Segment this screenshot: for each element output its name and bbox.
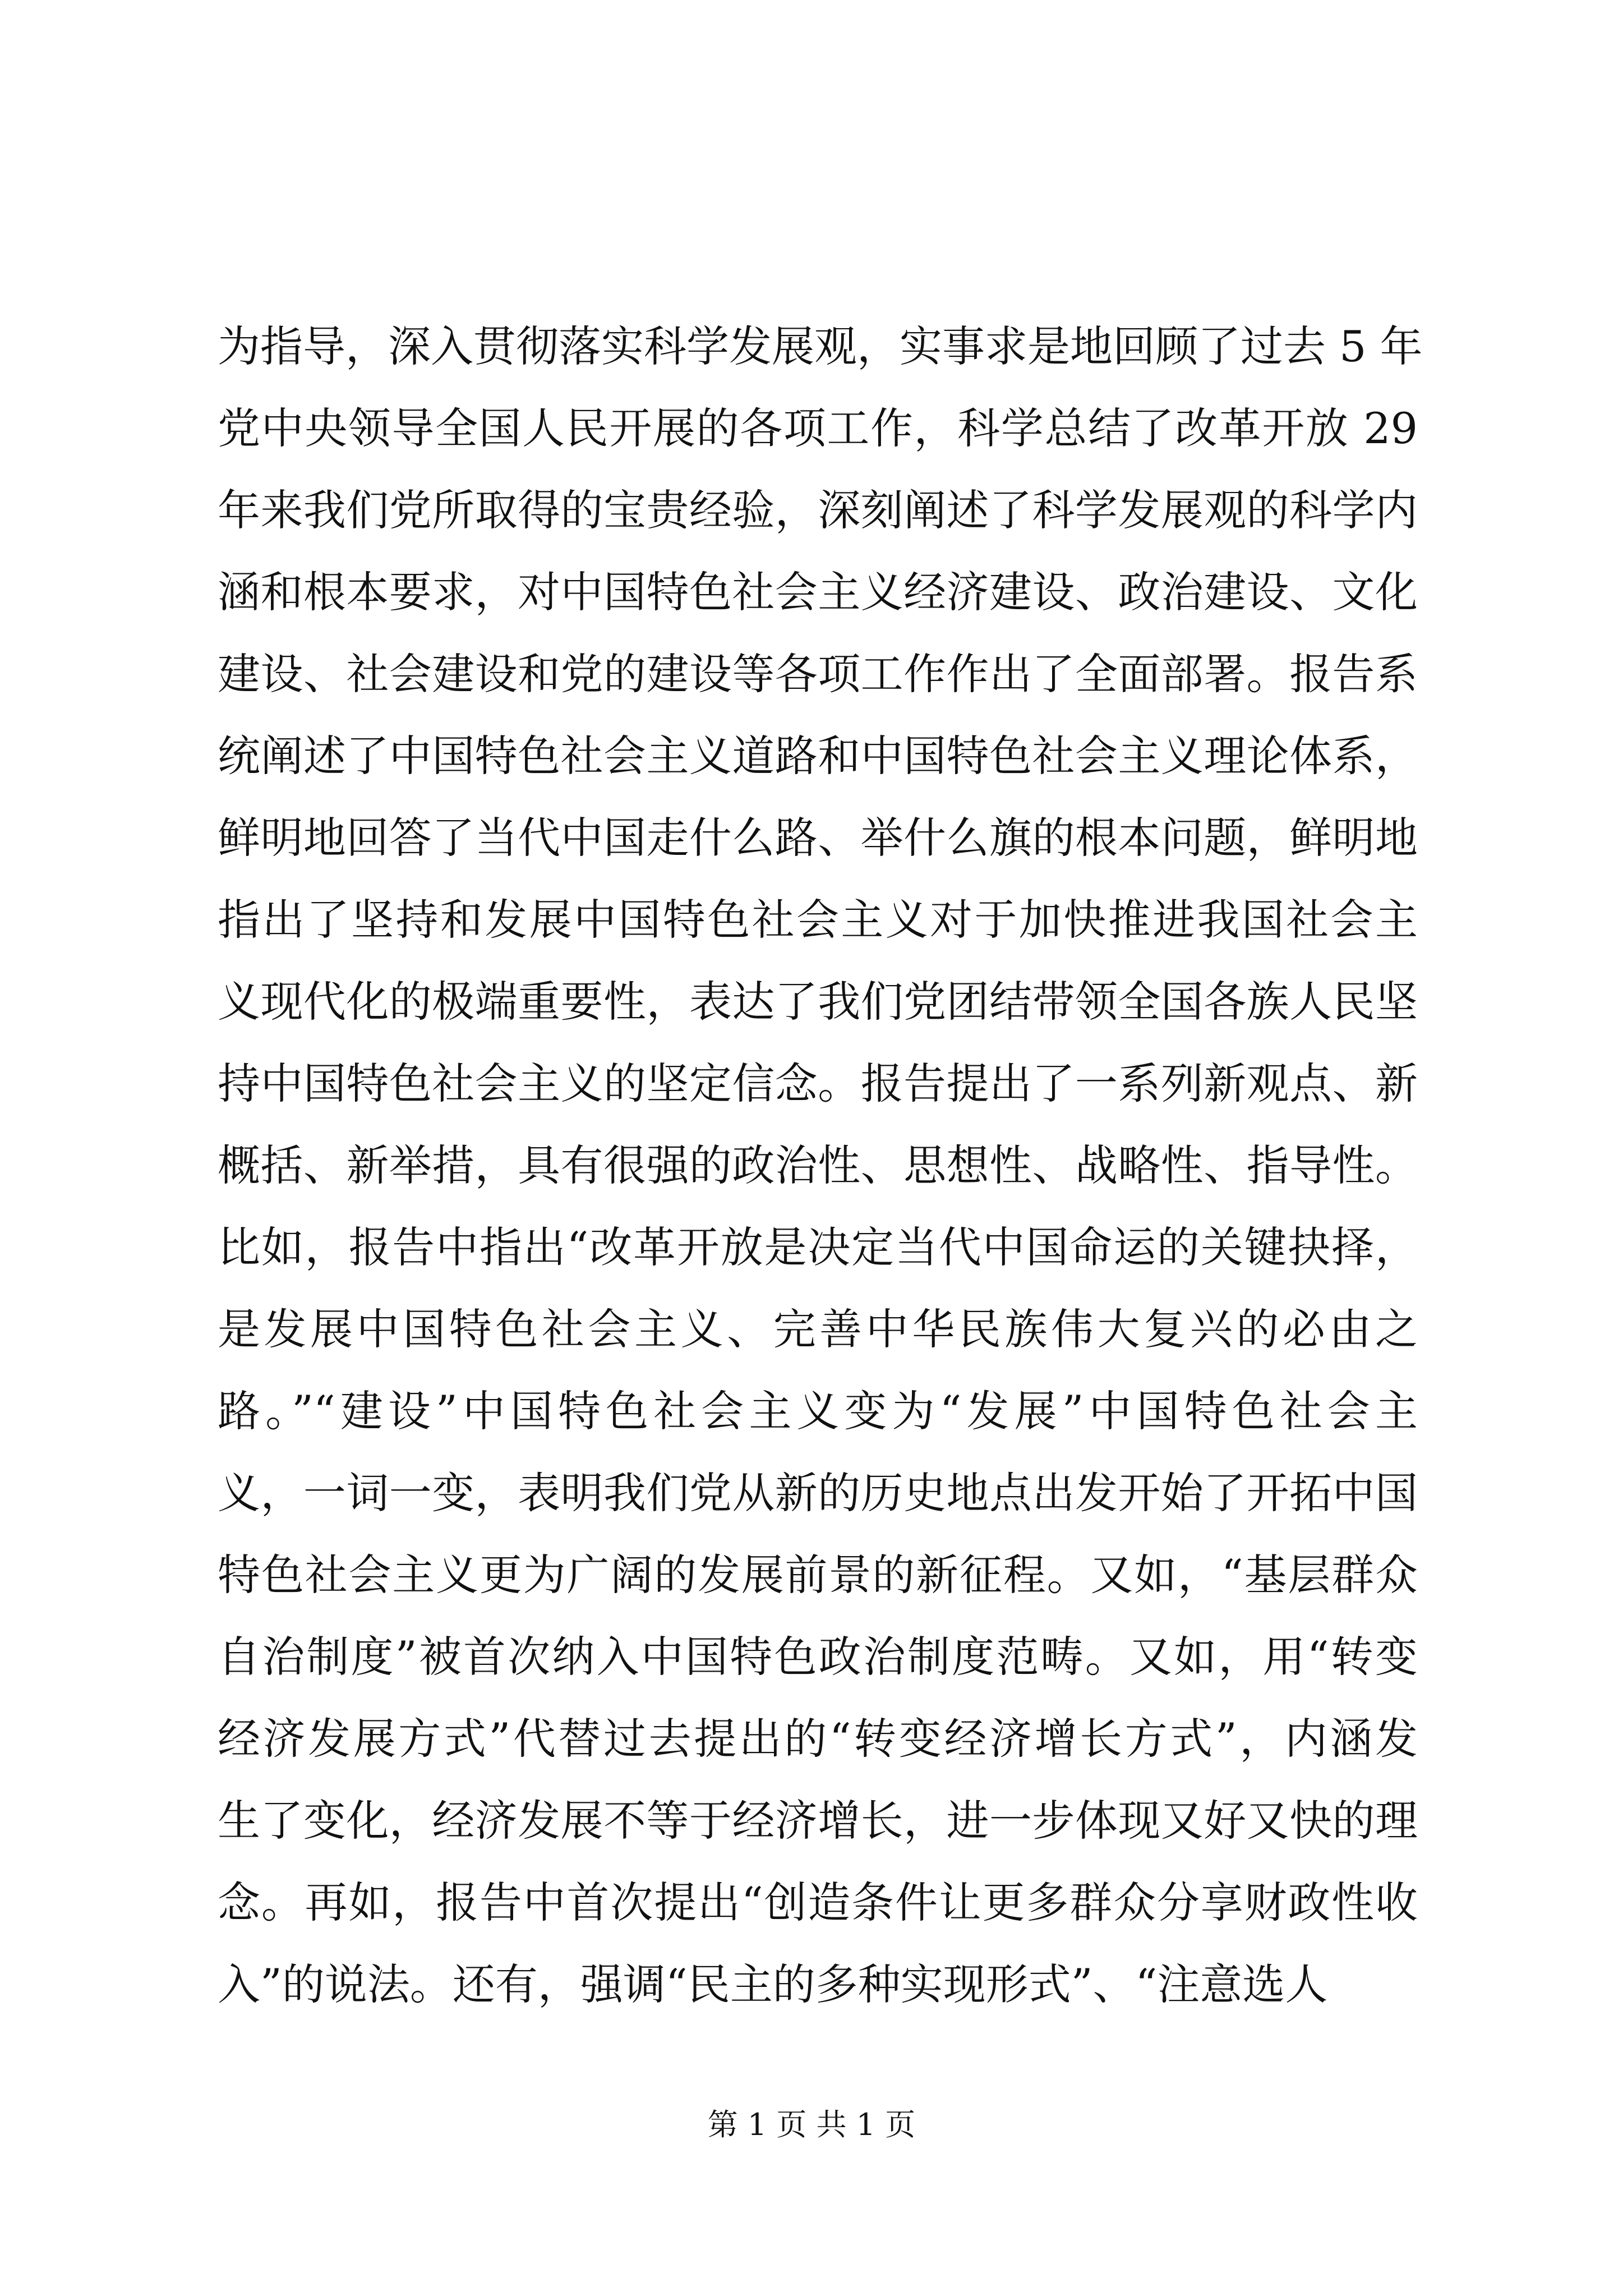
text-line: 义现代化的极端重要性，表达了我们党团结带领全国各族人民坚: [218, 977, 1418, 1027]
text-line: 统阐述了中国特色社会主义道路和中国特色社会主义理论体系，: [218, 731, 1418, 781]
text-line: 义，一词一变，表明我们党从新的历史地点出发开始了开拓中国: [218, 1468, 1418, 1518]
text-line: 入”的说法。还有，强调“民主的多种实现形式”、“注意选人: [218, 1959, 1328, 2009]
text-line: 年来我们党所取得的宝贵经验，深刻阐述了科学发展观的科学内: [218, 485, 1418, 535]
text-line: 指出了坚持和发展中国特色社会主义对于加快推进我国社会主: [218, 895, 1418, 945]
text-line: 生了变化，经济发展不等于经济增长，进一步体现又好又快的理: [218, 1796, 1418, 1846]
text-line: 涵和根本要求，对中国特色社会主义经济建设、政治建设、文化: [218, 567, 1418, 617]
text-line: 经济发展方式”代替过去提出的“转变经济增长方式”，内涵发: [218, 1714, 1418, 1764]
text-line: 党中央领导全国人民开展的各项工作，科学总结了改革开放 29: [218, 403, 1418, 453]
text-line: 为指导，深入贯彻落实科学发展观，实事求是地回顾了过去 5 年: [218, 321, 1423, 371]
text-line: 比如，报告中指出“改革开放是决定当代中国命运的关键抉择，: [218, 1222, 1418, 1272]
text-line: 持中国特色社会主义的坚定信念。报告提出了一系列新观点、新: [218, 1059, 1418, 1108]
text-line: 自治制度”被首次纳入中国特色政治制度范畴。又如，用“转变: [218, 1632, 1418, 1682]
text-line: 特色社会主义更为广阔的发展前景的新征程。又如，“基层群众: [218, 1550, 1418, 1600]
text-line: 鲜明地回答了当代中国走什么路、举什么旗的根本问题，鲜明地: [218, 813, 1418, 863]
text-line: 路。”“建设”中国特色社会主义变为“发展”中国特色社会主: [218, 1386, 1418, 1436]
body-text: [218, 306, 1423, 2026]
text-line: 概括、新举措，具有很强的政治性、思想性、战略性、指导性。: [218, 1140, 1418, 1190]
page-number-footer: 第 1 页 共 1 页: [707, 2107, 916, 2142]
text-line: 是发展中国特色社会主义、完善中华民族伟大复兴的必由之: [218, 1304, 1418, 1354]
text-line: 念。再如，报告中首次提出“创造条件让更多群众分享财政性收: [218, 1878, 1418, 1927]
text-line: 建设、社会建设和党的建设等各项工作作出了全面部署。报告系: [218, 649, 1418, 699]
